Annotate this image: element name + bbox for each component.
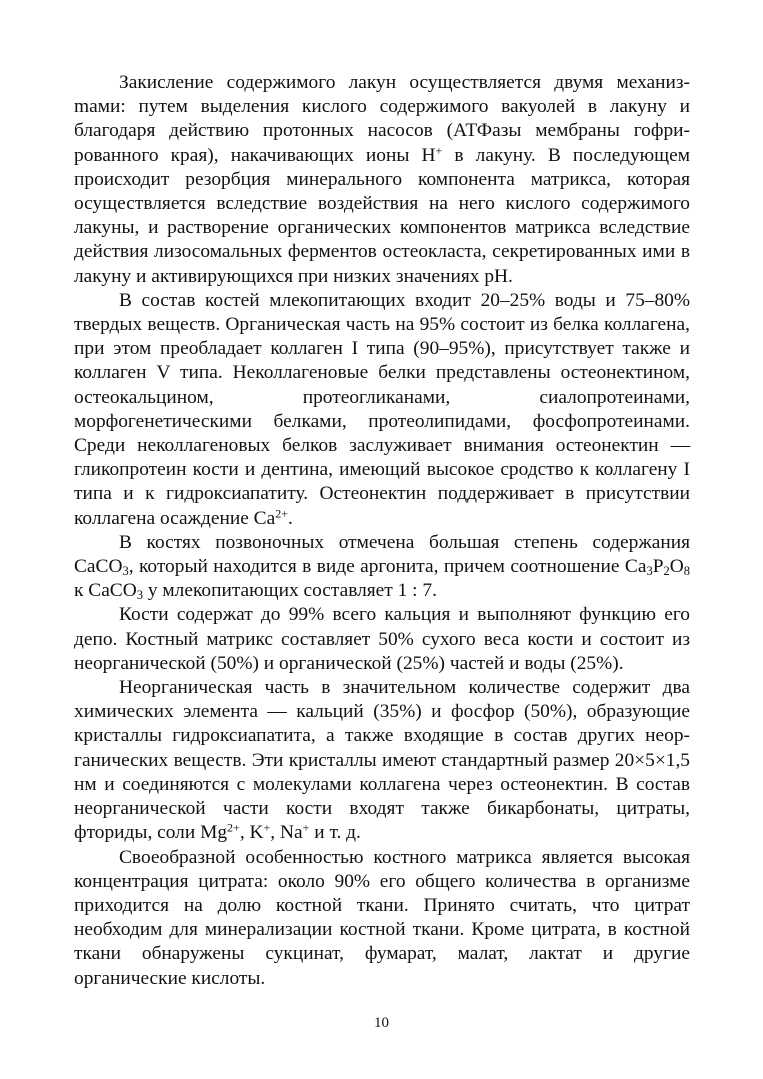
superscript: + [435, 143, 443, 158]
superscript: + [302, 820, 310, 835]
text-run: и т. д. [309, 822, 361, 844]
text-run: . [288, 507, 293, 529]
text-run: , K [239, 822, 264, 844]
subscript: 3 [646, 563, 653, 578]
page-number: 10 [374, 1015, 389, 1031]
superscript: 2+ [227, 820, 240, 835]
text-run: O [669, 556, 684, 578]
subscript: 3 [122, 563, 129, 578]
text-run: , который находится в виде аргонита, причем соотношение Ca [128, 556, 647, 578]
text-run: к CaCO [74, 580, 137, 602]
text-run: В состав костей млекопитающих входит 20–25% воды и 75–80% твердых веществ. Органическая часть на 95% состоит из белка коллагена, при этом преобладает коллаген I типа (90–95%), присутствует также и коллаген V типа. Неколлагеновые белки представлены остеонектином, остеокальцином, протеогликанами, сиалопротеинами, морфогенетическими белками, протеолипидами, фосфопротеинами. Среди неколлагеновых белков заслуживает внимания остеонектин — гликопротеин кости и дентина, имеющий высокое сродство к коллагену I типа и к гидроксиапатиту. Остеонектин поддерживает в присутствии коллагена осаждение Са [74, 289, 690, 529]
page-body [74, 71, 690, 991]
superscript: + [263, 820, 271, 835]
paragraph-lacuna-acidification [74, 71, 690, 289]
subscript: 2 [663, 563, 670, 578]
text-run: у млекопитающих составляет 1 : 7. [143, 580, 437, 602]
text-run: Закисление содержимого лакун осуществляется двумя механизmами: путем выделения кислого содержимого вакуолей в лакуну и благодаря действию протонных насосов (АТФазы мембраны гофрированного края), накачивающих ионы Н [74, 72, 690, 166]
paragraph-citrate [74, 846, 690, 991]
text-run: Кости содержат до 99% всего кальция и выполняют функцию его депо. Костный матрикс составляет 50% сухого веса кости и состоит из неорганической (50%) и органической (25%) частей и воды (25%). [74, 604, 690, 674]
subscript: 3 [136, 588, 143, 603]
text-run: P [652, 556, 664, 578]
paragraph-calcium-depot [74, 603, 690, 676]
text-run: Неорганическая часть в значительном количестве содержит два химических элемента — кальций (35%) и фосфор (50%), образующие кристаллы гидроксиапатита, а также входящие в состав других неорганических веществ. Эти кристаллы имеют стандартный размер 20×5×1,5 нм и соединяются с молекулами коллагена через остеонектин. В состав неорганической части кости входят также бикарбонаты, цитраты, фториды, соли Mg [74, 677, 690, 844]
paragraph-inorganic-part [74, 676, 690, 845]
superscript: 2+ [275, 506, 288, 521]
paragraph-calcium-carbonate [74, 531, 690, 604]
text-run: В костях позвоночных отмечена большая степень содержания CaCO [74, 531, 690, 578]
text-run: в лакуну. В последующем происходит резорбция минерального компонента матрикса, которая осуществляется вследствие воздействия на него кислого содержимого лакуны, и растворение органических компонентов матрикса вследствие действия лизосомальных ферментов остеокласта, секретированных ими в лакуну и активирующихся при низких значениях рН. [74, 144, 690, 287]
text-run: , Na [270, 822, 303, 844]
paragraph-bone-composition [74, 289, 690, 531]
text-run: Своеобразной особенностью костного матрикса является высокая концентрация цитрата: около 90% его общего количества в организме приходится на долю костной ткани. Принято считать, что цитрат необходим для минерализации костной ткани. Кроме цитрата, в костной ткани обнаружены сукцинат, фумарат, малат, лактат и другие органические кислоты. [74, 846, 690, 989]
subscript: 8 [683, 563, 690, 578]
